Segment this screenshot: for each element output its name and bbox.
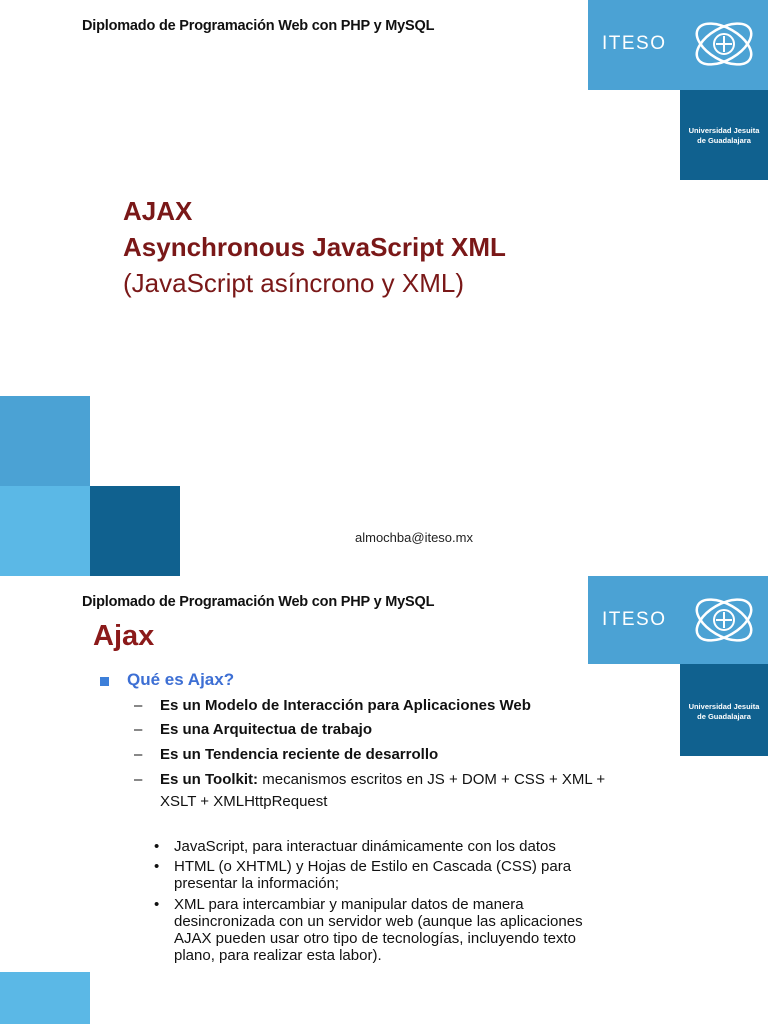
bullet-text: XML para intercambiar y manipular datos de manera bbox=[174, 896, 524, 913]
list-item bbox=[134, 721, 372, 738]
university-name: Universidad Jesuita de Guadalajara bbox=[688, 126, 760, 145]
header-title: Diplomado de Programación Web con PHP y MySQL bbox=[82, 594, 435, 610]
toolkit-description: mecanismos escritos en JS + DOM + CSS + XML + bbox=[258, 771, 606, 788]
bullet-item bbox=[154, 896, 583, 964]
bullet-text: HTML (o XHTML) y Hojas de Estilo en Cascada (CSS) para bbox=[174, 858, 572, 875]
toolkit-description-cont: XSLT + XMLHttpRequest bbox=[160, 793, 328, 810]
bullet-icon: • bbox=[154, 858, 160, 875]
logo-emblem-block bbox=[680, 0, 768, 90]
decor-square-sky bbox=[0, 486, 90, 576]
contact-email[interactable]: almochba@iteso.mx bbox=[355, 530, 473, 545]
bullet-item bbox=[154, 838, 556, 855]
bullet-text: desincronizada con un servidor web (aunque las aplicaciones bbox=[174, 913, 583, 930]
bullet-icon: • bbox=[154, 838, 160, 855]
bullet-text: presentar la información; bbox=[174, 875, 340, 892]
header-title: Diplomado de Programación Web con PHP y MySQL bbox=[82, 18, 435, 34]
slide-title-line2: Asynchronous JavaScript XML bbox=[123, 232, 506, 262]
iteso-emblem-icon bbox=[680, 0, 768, 90]
university-block bbox=[680, 90, 768, 180]
slide-2 bbox=[0, 576, 768, 1024]
list-item bbox=[134, 746, 438, 763]
iteso-wordmark: ITESO bbox=[602, 609, 667, 630]
bullet-icon: • bbox=[154, 896, 160, 913]
square-bullet-icon bbox=[100, 677, 109, 686]
list-item-text: Es un Tendencia reciente de desarrollo bbox=[160, 746, 439, 763]
bullet-item bbox=[154, 858, 572, 892]
decor-square-sky bbox=[0, 972, 90, 1024]
decor-square-light bbox=[0, 396, 90, 486]
bullet-text: AJAX pueden usar otro tipo de tecnologías, incluyendo texto bbox=[174, 930, 576, 947]
bullet-text: plano, para realizar esta labor). bbox=[174, 947, 382, 964]
logo-block-iteso bbox=[588, 0, 680, 90]
dash-icon: – bbox=[134, 746, 143, 763]
iteso-emblem-icon bbox=[680, 576, 768, 664]
university-block bbox=[680, 664, 768, 756]
section-heading: Ajax bbox=[93, 620, 155, 652]
dash-icon: – bbox=[134, 697, 143, 714]
university-name: Universidad Jesuita de Guadalajara bbox=[688, 702, 760, 721]
bullet-text: JavaScript, para interactuar dinámicamente con los datos bbox=[174, 838, 556, 855]
iteso-wordmark: ITESO bbox=[602, 33, 667, 54]
dash-icon: – bbox=[134, 721, 143, 738]
dash-icon: – bbox=[134, 771, 143, 788]
slide-subtitle: (JavaScript asíncrono y XML) bbox=[123, 268, 465, 298]
logo-emblem-block bbox=[680, 576, 768, 664]
list-item-text: Es un Modelo de Interacción para Aplicaciones Web bbox=[160, 697, 531, 714]
question-text: Qué es Ajax? bbox=[127, 670, 235, 689]
decor-square-dark bbox=[90, 486, 180, 576]
toolkit-label: Es un Toolkit: bbox=[160, 771, 259, 788]
list-item-text: Es una Arquitectua de trabajo bbox=[160, 721, 372, 738]
list-item-toolkit bbox=[134, 771, 605, 788]
list-item bbox=[134, 697, 531, 714]
slide-title-line1: AJAX bbox=[123, 196, 193, 226]
logo-block-iteso bbox=[588, 576, 680, 664]
